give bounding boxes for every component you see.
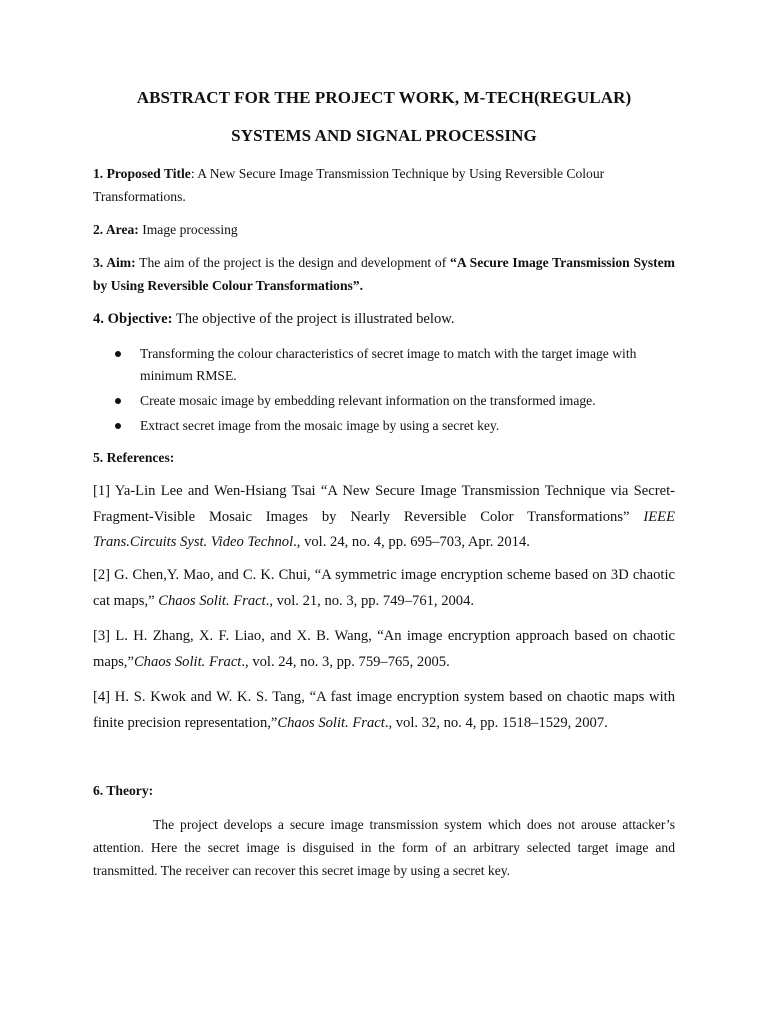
reference-details: ., vol. 24, no. 3, pp. 759–765, 2005. [241,653,450,670]
aim-emphasis: “A Secure Image Transmission System by Using Reversible Colour Transformations”. [93,255,675,293]
area-text: Image processing [138,222,238,237]
reference-text: [1] Ya-Lin Lee and Wen-Hsiang Tsai “A New Secure Image Transmission Technique via Secret-Fragment-Visible Mosaic Images by Nearly Reversible Color Transformations” [93,483,675,525]
reference-item [93,685,675,736]
proposed-title-text: : A New Secure Image Transmission Technique by Using Reversible Colour Transformations. [93,166,605,204]
objective-list [93,343,675,440]
bullet-icon [115,423,121,429]
bullet-icon [115,351,121,357]
aim-text: The aim of the project is the design and development of [135,255,451,270]
area-label: 2. Area: [93,222,139,237]
list-item-text: Extract secret image from the mosaic image by using a secret key. [140,418,500,433]
reference-text: [2] G. Chen,Y. Mao, and C. K. Chui, “A symmetric image encryption scheme based on 3D chaotic cat maps,” [93,567,675,609]
aim-label: 3. Aim: [93,255,136,270]
proposed-title-label: 1. Proposed Title [93,166,191,181]
theory-heading: 6. Theory: [93,783,154,798]
bullet-icon [115,398,121,404]
objective-label: 4. Objective: [93,311,173,327]
list-item-text: Transforming the colour characteristics of secret image to match with the target image with minimum RMSE. [140,346,637,383]
list-item [93,415,675,437]
reference-details: ., vol. 21, no. 3, pp. 749–761, 2004. [265,592,475,609]
reference-details: ., vol. 32, no. 4, pp. 1518–1529, 2007. [384,714,608,731]
aim-paragraph [93,251,675,297]
reference-journal: Chaos Solit. Fract [158,592,266,609]
page-subtitle: SYSTEMS AND SIGNAL PROCESSING [231,126,537,145]
reference-text: [3] L. H. Zhang, X. F. Liao, and X. B. Wang, “An image encryption approach based on chaotic maps,” [93,628,675,670]
objective-text: The objective of the project is illustrated below. [172,311,455,327]
list-item [93,343,675,387]
proposed-title-paragraph [93,162,675,208]
theory-paragraph: The project develops a secure image transmission system which does not arouse attacker’s attention. Here the secret image is disguised in the form of an arbitrary selected target image and transmitted. The receiver can recover this secret image by using a secret key. [93,817,675,878]
reference-details: ., vol. 24, no. 4, pp. 695–703, Apr. 2014. [293,534,530,550]
reference-journal: Chaos Solit. Fract [277,714,385,731]
reference-journal: IEEE Trans.Circuits Syst. Video Technol [93,508,675,550]
objective-paragraph [93,307,675,333]
references-heading: 5. References: [93,450,175,465]
reference-item [93,479,675,556]
list-item [93,390,675,412]
reference-item [93,624,675,675]
list-item-text: Create mosaic image by embedding relevant information on the transformed image. [140,393,596,408]
reference-text: [4] H. S. Kwok and W. K. S. Tang, “A fast image encryption system based on chaotic maps with finite precision representation,” [93,689,675,731]
reference-item [93,563,675,614]
area-paragraph [93,218,675,241]
page-title: ABSTRACT FOR THE PROJECT WORK, M-TECH(REGULAR) [136,88,632,107]
reference-journal: Chaos Solit. Fract [133,653,242,670]
